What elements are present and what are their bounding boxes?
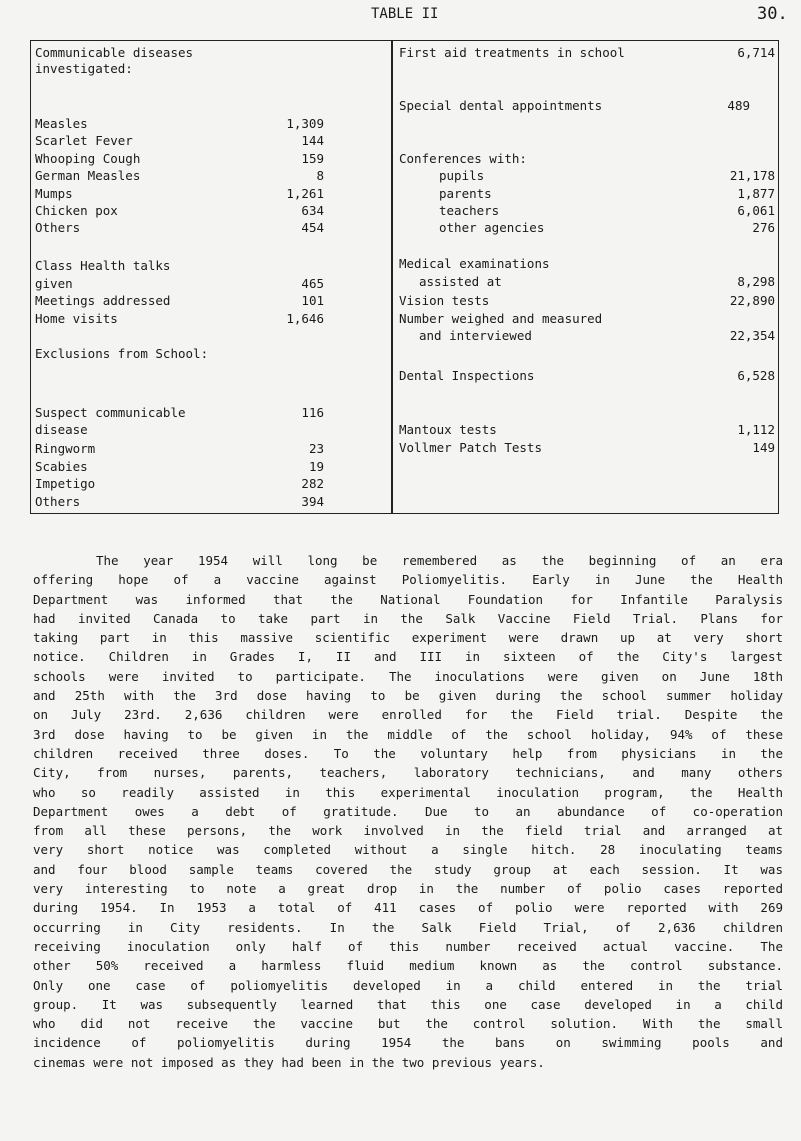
row-value: 465 [301, 276, 324, 291]
row-label: investigated: [35, 61, 133, 76]
row-label: Vision tests [399, 293, 490, 308]
page-number: 30. [757, 4, 788, 24]
row-label: Others [35, 494, 81, 509]
paragraph-line: Department owes a debt of gratitude. Due to an abundance of co-operation [33, 803, 783, 819]
paragraph-line: taking part in this massive scientific experiment were drawn up at very short [33, 630, 783, 646]
paragraph-line: City, from nurses, parents, teachers, laboratory technicians, and many others [33, 765, 783, 781]
table-row [399, 45, 775, 61]
table-row [35, 346, 365, 362]
paragraph-line: on July 23rd. 2,636 children were enrolled for the Field trial. Despite the [33, 707, 783, 723]
paragraph-line: group. It was subsequently learned that this one case developed in a child [33, 996, 783, 1012]
row-label: Dental Inspections [399, 368, 535, 383]
row-value: 1,112 [737, 422, 775, 437]
row-label: other agencies [439, 220, 545, 235]
table-row [399, 256, 775, 272]
row-value: 276 [752, 220, 775, 235]
table-row [399, 186, 775, 202]
row-label: First aid treatments in school [399, 45, 625, 60]
row-value: 1,309 [286, 116, 324, 131]
row-label: Class Health talks [35, 258, 171, 273]
paragraph-line: and four blood sample teams covered the study group at each session. It was [33, 861, 783, 877]
row-value: 489 [727, 98, 750, 113]
table-row [399, 220, 775, 236]
paragraph-line: Department was informed that the National Foundation for Infantile Paralysis [33, 591, 783, 607]
row-value: 6,061 [737, 203, 775, 218]
table-row [399, 203, 775, 219]
row-label: Scabies [35, 459, 88, 474]
table-row [35, 220, 365, 236]
table-row [35, 459, 365, 475]
row-value: 6,714 [737, 45, 775, 60]
row-value: 149 [752, 440, 775, 455]
paragraph-line: schools were invited to participate. The inoculations were given on June 18th [33, 668, 783, 684]
row-value: 394 [301, 494, 324, 509]
table-row [399, 98, 775, 114]
table-row [35, 203, 365, 219]
row-label: Medical examinations [399, 256, 550, 271]
paragraph-line: receiving inoculation only half of this number received actual vaccine. The [33, 938, 783, 954]
table-row [399, 293, 775, 309]
table-row [399, 168, 775, 184]
table-column-divider [391, 40, 393, 514]
table-row [35, 422, 365, 438]
table-row [35, 311, 365, 327]
table-row [399, 440, 775, 456]
row-label: Scarlet Fever [35, 133, 133, 148]
row-label: Chicken pox [35, 203, 118, 218]
row-label: Exclusions from School: [35, 346, 209, 361]
row-value: 19 [308, 459, 324, 474]
paragraph-line: offering hope of a vaccine against Poliomyelitis. Early in June the Health [33, 572, 783, 588]
paragraph-line: and 25th with the 3rd dose having to be given during the school summer holiday [33, 688, 783, 704]
paragraph-line: who so readily assisted in this experimental inoculation program, the Health [33, 784, 783, 800]
paragraph-line: during 1954. In 1953 a total of 411 cases of polio were reported with 269 [33, 900, 783, 916]
row-value: 634 [301, 203, 324, 218]
row-label: Special dental appointments [399, 98, 603, 113]
row-value: 454 [301, 220, 324, 235]
table-row [399, 368, 775, 384]
row-label: Meetings addressed [35, 293, 171, 308]
row-value: 8,298 [737, 274, 775, 289]
row-value: 22,354 [729, 328, 775, 343]
table-row [35, 151, 365, 167]
row-label: pupils [439, 168, 485, 183]
paragraph-line: The year 1954 will long be remembered as the beginning of an era [96, 553, 783, 568]
row-label: Communicable diseases [35, 45, 194, 60]
row-label: Conferences with: [399, 151, 527, 166]
row-value: 101 [301, 293, 324, 308]
row-label: Vollmer Patch Tests [399, 440, 542, 455]
row-label: disease [35, 422, 88, 437]
row-value: 1,877 [737, 186, 775, 201]
paragraph-line: had invited Canada to take part in the Salk Vaccine Field Trial. Plans for [33, 610, 783, 626]
row-value: 159 [301, 151, 324, 166]
row-value: 144 [301, 133, 324, 148]
paragraph-line: incidence of poliomyelitis during 1954 the bans on swimming pools and [33, 1035, 783, 1051]
row-label: Suspect communicable [35, 405, 186, 420]
table-row [35, 494, 365, 510]
table-row [399, 311, 775, 327]
row-label: German Measles [35, 168, 141, 183]
row-value: 6,528 [737, 368, 775, 383]
table-row [35, 186, 365, 202]
paragraph-line: Only one case of poliomyelitis developed in a child entered in the trial [33, 977, 783, 993]
table-row [35, 61, 365, 77]
table-row [35, 276, 365, 292]
row-label: Number weighed and measured [399, 311, 603, 326]
row-label: and interviewed [419, 328, 532, 343]
table-row [399, 422, 775, 438]
row-label: assisted at [419, 274, 502, 289]
paragraph-line: from all these persons, the work involved in the field trial and arranged at [33, 823, 783, 839]
row-label: Impetigo [35, 476, 96, 491]
row-value: 21,178 [729, 168, 775, 183]
table-row [35, 258, 365, 274]
row-value: 22,890 [729, 293, 775, 308]
table-row [35, 405, 365, 421]
table-row [399, 328, 775, 344]
paragraph-line: who did not receive the vaccine but the control solution. With the small [33, 1016, 783, 1032]
paragraph-line: cinemas were not imposed as they had been in the two previous years. [33, 1054, 545, 1070]
row-label: Ringworm [35, 441, 96, 456]
row-value: 23 [308, 441, 324, 456]
row-label: parents [439, 186, 492, 201]
table-row [35, 133, 365, 149]
paragraph-line: very short notice was completed without a single hitch. 28 inoculating teams [33, 842, 783, 858]
row-label: Whooping Cough [35, 151, 141, 166]
row-label: Others [35, 220, 81, 235]
row-label: Mumps [35, 186, 73, 201]
row-label: given [35, 276, 73, 291]
row-label: Home visits [35, 311, 118, 326]
table-row [35, 45, 365, 61]
body-paragraph [33, 551, 783, 1072]
table-row [35, 293, 365, 309]
row-value: 1,646 [286, 311, 324, 326]
table-row [35, 168, 365, 184]
paragraph-line: other 50% received a harmless fluid medium known as the control substance. [33, 958, 783, 974]
paragraph-line: 3rd dose having to be given in the middle of the school holiday, 94% of these [33, 726, 783, 742]
paragraph-line: occurring in City residents. In the Salk Field Trial, of 2,636 children [33, 919, 783, 935]
paragraph-line: notice. Children in Grades I, II and III in sixteen of the City's largest [33, 649, 783, 665]
page-title: TABLE II [371, 6, 439, 22]
table-row [35, 116, 365, 132]
paragraph-line: children received three doses. To the voluntary help from physicians in the [33, 745, 783, 761]
table-row [399, 151, 775, 167]
row-value: 116 [301, 405, 324, 420]
row-value: 1,261 [286, 186, 324, 201]
row-label: Measles [35, 116, 88, 131]
table-row [399, 274, 775, 290]
row-value: 8 [316, 168, 324, 183]
paragraph-line: very interesting to note a great drop in the number of polio cases reported [33, 881, 783, 897]
table-row [35, 441, 365, 457]
row-value: 282 [301, 476, 324, 491]
row-label: teachers [439, 203, 500, 218]
table-row [35, 476, 365, 492]
row-label: Mantoux tests [399, 422, 497, 437]
